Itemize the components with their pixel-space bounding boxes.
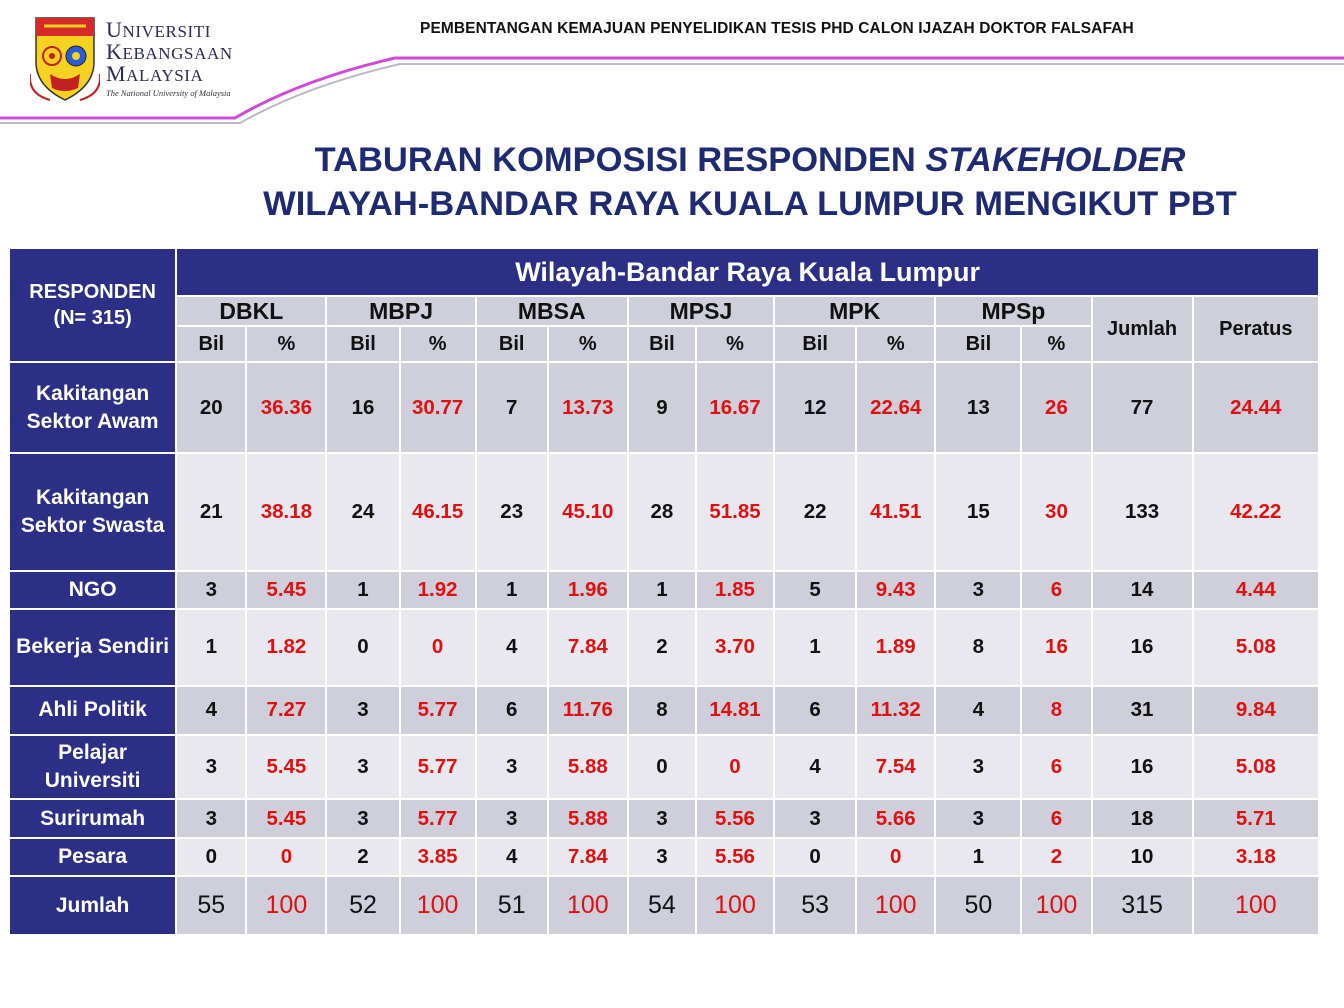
jumlah-cell: 315 (1121, 891, 1163, 920)
pct-header: % (697, 327, 773, 361)
count-cell: 3 (656, 844, 668, 868)
jumlah-cell: 10 (1130, 844, 1154, 868)
count-cell: 28 (650, 499, 674, 523)
percent-cell: 46.15 (411, 499, 464, 523)
pct-header: % (401, 327, 475, 361)
count-cell: 6 (506, 698, 518, 722)
percent-cell: 5.56 (715, 844, 755, 868)
table-row (10, 800, 1318, 836)
count-cell: 4 (506, 844, 518, 868)
row-label: Bekerja Sendiri (10, 610, 175, 685)
table-row (10, 454, 1318, 569)
percent-cell: 5.56 (715, 806, 755, 830)
count-cell: 3 (357, 754, 369, 778)
count-cell: 13 (966, 395, 990, 419)
count-cell: 50 (964, 891, 993, 920)
count-cell: 9 (656, 395, 668, 419)
count-cell: 7 (506, 395, 518, 419)
region-header: Wilayah-Bandar Raya Kuala Lumpur (177, 249, 1318, 295)
count-cell: 0 (205, 844, 217, 868)
jumlah-cell: 133 (1124, 499, 1160, 523)
count-cell: 3 (972, 754, 985, 778)
count-cell: 5 (809, 577, 821, 601)
percent-cell: 6 (1050, 577, 1063, 601)
table-row (10, 839, 1318, 875)
percent-cell: 16 (1045, 635, 1068, 659)
pbt-header-mbsa: MBSA (477, 297, 627, 325)
count-cell: 24 (351, 499, 375, 523)
slide-title (180, 138, 1320, 226)
logo-tagline: The National University of Malaysia (106, 88, 231, 98)
jumlah-cell: 31 (1130, 698, 1154, 722)
pbt-header-dbkl: DBKL (177, 297, 325, 325)
table-row (10, 736, 1318, 799)
peratus-cell: 4.44 (1235, 577, 1276, 601)
logo-line-1: UNIVERSITI (106, 17, 211, 42)
count-cell: 53 (801, 891, 830, 920)
count-cell: 21 (199, 499, 223, 523)
title-line-1: TABURAN KOMPOSISI RESPONDEN STAKEHOLDER (314, 141, 1186, 179)
percent-cell: 1.92 (417, 577, 458, 601)
jumlah-header: Jumlah (1093, 297, 1192, 361)
percent-cell: 100 (566, 891, 609, 920)
count-cell: 1 (205, 635, 217, 659)
count-cell: 3 (506, 806, 518, 830)
percent-cell: 36.36 (260, 395, 313, 419)
count-cell: 3 (357, 806, 369, 830)
percent-cell: 6 (1050, 806, 1063, 830)
percent-cell: 26 (1045, 395, 1068, 419)
count-cell: 3 (506, 754, 518, 778)
percent-cell: 2 (1050, 844, 1063, 868)
count-cell: 3 (205, 806, 217, 830)
jumlah-cell: 16 (1130, 635, 1154, 659)
bil-header: Bil (629, 327, 695, 361)
percent-cell: 13.73 (562, 395, 614, 419)
presentation-header-title: PEMBENTANGAN KEMAJUAN PENYELIDIKAN TESIS PHD CALON IJAZAH DOKTOR FALSAFAH (420, 20, 1134, 37)
percent-cell: 16.67 (709, 395, 761, 419)
percent-cell: 5.66 (875, 806, 916, 830)
peratus-cell: 3.18 (1235, 844, 1276, 868)
respondent-table (8, 247, 1320, 936)
pbt-header-mpsj: MPSJ (629, 297, 773, 325)
row-label: Pesara (10, 839, 175, 875)
percent-cell: 5.45 (266, 754, 307, 778)
table-row (10, 610, 1318, 685)
percent-cell: 5.77 (417, 698, 458, 722)
pct-header: % (857, 327, 934, 361)
count-cell: 4 (506, 635, 518, 659)
pct-header: % (1022, 327, 1090, 361)
count-cell: 3 (205, 577, 217, 601)
count-cell: 20 (199, 395, 223, 419)
percent-cell: 7.54 (875, 754, 916, 778)
percent-cell: 100 (265, 891, 308, 920)
percent-cell: 0 (431, 635, 444, 659)
percent-cell: 5.77 (417, 806, 458, 830)
bil-header: Bil (936, 327, 1020, 361)
count-cell: 6 (809, 698, 821, 722)
count-cell: 3 (809, 806, 821, 830)
percent-cell: 100 (1035, 891, 1078, 920)
count-cell: 1 (656, 577, 668, 601)
count-cell: 23 (500, 499, 524, 523)
count-cell: 1 (506, 577, 518, 601)
jumlah-cell: 77 (1130, 395, 1154, 419)
percent-cell: 3.85 (417, 844, 458, 868)
total-row (10, 877, 1318, 934)
percent-cell: 9.43 (875, 577, 916, 601)
percent-cell: 5.77 (417, 754, 458, 778)
percent-cell: 6 (1050, 754, 1063, 778)
percent-cell: 3.70 (715, 635, 755, 659)
count-cell: 3 (972, 806, 985, 830)
percent-cell: 100 (416, 891, 459, 920)
peratus-cell: 9.84 (1235, 698, 1276, 722)
count-cell: 1 (357, 577, 369, 601)
percent-cell: 0 (890, 844, 902, 868)
count-cell: 15 (966, 499, 990, 523)
percent-cell: 100 (874, 891, 917, 920)
pct-header: % (549, 327, 627, 361)
percent-cell: 7.84 (567, 635, 608, 659)
percent-cell: 5.45 (266, 806, 307, 830)
peratus-cell: 5.71 (1235, 806, 1276, 830)
row-label: Jumlah (10, 877, 175, 934)
percent-cell: 5.88 (567, 754, 608, 778)
percent-cell: 51.85 (709, 499, 761, 523)
header-swoosh (0, 50, 1344, 130)
percent-cell: 11.76 (562, 698, 613, 722)
percent-cell: 14.81 (709, 698, 761, 722)
bil-header: Bil (477, 327, 547, 361)
count-cell: 3 (656, 806, 668, 830)
percent-cell: 7.27 (266, 698, 307, 722)
row-label: Surirumah (10, 800, 175, 836)
logo-line-2: KEBANGSAAN (106, 39, 233, 64)
percent-cell: 1.96 (567, 577, 608, 601)
pbt-header-mbpj: MBPJ (327, 297, 474, 325)
count-cell: 3 (972, 577, 985, 601)
row-label: Kakitangan Sektor Awam (10, 363, 175, 452)
percent-cell: 41.51 (870, 499, 922, 523)
row-label: NGO (10, 572, 175, 608)
table-row (10, 572, 1318, 608)
percent-cell: 8 (1050, 698, 1063, 722)
percent-cell: 1.85 (715, 577, 755, 601)
count-cell: 12 (803, 395, 827, 419)
percent-cell: 30 (1045, 499, 1068, 523)
peratus-cell: 100 (1234, 891, 1277, 920)
percent-cell: 100 (714, 891, 756, 920)
count-cell: 4 (809, 754, 821, 778)
count-cell: 2 (357, 844, 369, 868)
pbt-header-mpsp: MPSp (936, 297, 1090, 325)
peratus-cell: 42.22 (1230, 499, 1282, 523)
jumlah-cell: 14 (1130, 577, 1154, 601)
count-cell: 22 (803, 499, 827, 523)
percent-cell: 1.82 (266, 635, 307, 659)
peratus-header: Peratus (1194, 297, 1318, 361)
bil-header: Bil (775, 327, 855, 361)
percent-cell: 22.64 (870, 395, 922, 419)
percent-cell: 1.89 (875, 635, 916, 659)
count-cell: 51 (497, 891, 526, 920)
peratus-cell: 5.08 (1235, 754, 1276, 778)
table-row (10, 687, 1318, 734)
responden-header: RESPONDEN (N= 315) (10, 249, 175, 361)
peratus-cell: 24.44 (1230, 395, 1282, 419)
jumlah-cell: 16 (1130, 754, 1154, 778)
bil-header: Bil (327, 327, 398, 361)
count-cell: 0 (656, 754, 668, 778)
count-cell: 2 (656, 635, 668, 659)
count-cell: 1 (972, 844, 985, 868)
count-cell: 1 (809, 635, 821, 659)
percent-cell: 0 (729, 754, 741, 778)
percent-cell: 5.88 (567, 806, 608, 830)
percent-cell: 0 (280, 844, 293, 868)
title-line-2: WILAYAH-BANDAR RAYA KUALA LUMPUR MENGIKUT PBT (263, 185, 1237, 223)
count-cell: 55 (197, 891, 226, 920)
jumlah-cell: 18 (1130, 806, 1154, 830)
count-cell: 4 (972, 698, 985, 722)
logo-line-3: MALAYSIA (106, 61, 204, 86)
table-row (10, 363, 1318, 452)
count-cell: 4 (205, 698, 217, 722)
percent-cell: 30.77 (411, 395, 464, 419)
row-label: Ahli Politik (10, 687, 175, 734)
count-cell: 8 (656, 698, 668, 722)
percent-cell: 11.32 (870, 698, 921, 722)
count-cell: 0 (809, 844, 821, 868)
bil-header: Bil (177, 327, 245, 361)
percent-cell: 45.10 (562, 499, 614, 523)
count-cell: 3 (357, 698, 369, 722)
count-cell: 8 (972, 635, 985, 659)
row-label: Kakitangan Sektor Swasta (10, 454, 175, 569)
count-cell: 16 (351, 395, 375, 419)
count-cell: 54 (648, 891, 676, 920)
peratus-cell: 5.08 (1235, 635, 1276, 659)
percent-cell: 38.18 (260, 499, 313, 523)
pct-header: % (247, 327, 325, 361)
row-label: Pelajar Universiti (10, 736, 175, 799)
count-cell: 52 (349, 891, 377, 920)
count-cell: 0 (357, 635, 369, 659)
percent-cell: 7.84 (567, 844, 608, 868)
count-cell: 3 (205, 754, 217, 778)
pbt-header-mpk: MPK (775, 297, 934, 325)
percent-cell: 5.45 (266, 577, 307, 601)
